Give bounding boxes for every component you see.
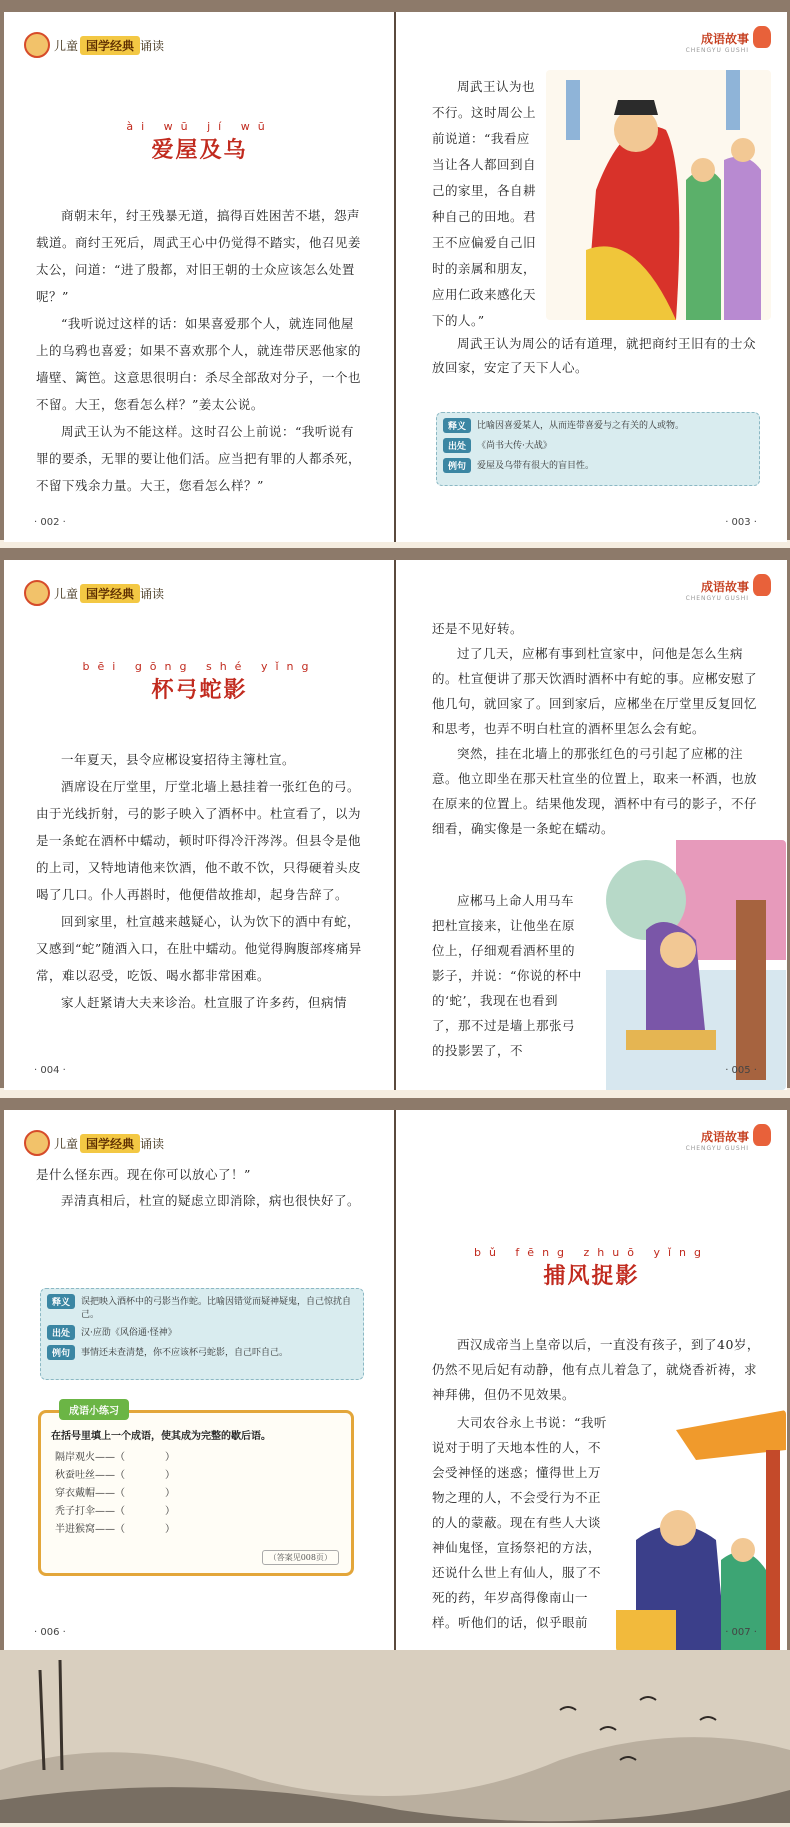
story-title-block [4, 120, 395, 164]
drinking-scene-illustration [586, 840, 786, 1090]
series-badge: 国学经典 [80, 1134, 140, 1153]
story-title-block [4, 660, 395, 704]
info-tag: 出处 [443, 438, 471, 453]
paragraph: 过了几天，应郴有事到杜宣家中，问他是怎么生病的。杜宣便讲了那天饮酒时酒杯中有蛇的事。应郴安慰了他几句，就回家了。回到家后，应郴坐在厅堂里反复回忆和思考，也弄不明白杜宣的酒杯里怎么会有蛇。 [432, 646, 758, 736]
boy-mascot-icon [753, 574, 771, 596]
practice-instruction: 在括号里填上一个成语，使其成为完整的歇后语。 [51, 1431, 271, 1442]
page-number: · 002 · [34, 517, 66, 528]
practice-item[interactable]: 穿衣戴帽——（ ） [55, 1488, 175, 1499]
page-number: · 007 · [725, 1627, 757, 1638]
info-tag: 释义 [47, 1294, 75, 1309]
paragraph: 是什么怪东西。现在你可以放心了！” [36, 1167, 251, 1182]
paragraph: 周武王认为周公的话有道理，就把商纣王旧有的士众放回家，安定了天下人心。 [432, 336, 757, 375]
boy-mascot-icon [24, 32, 50, 58]
paragraph: 应郴马上命人用马车把杜宣接来，让他坐在原位上，仔细观看酒杯里的影子，并说：“你说的杯中的‘蛇’，我现在也看到了，那不过是墙上那张弓的投影罢了，不 [432, 893, 582, 1058]
page-005 [396, 560, 787, 1090]
practice-item[interactable]: 秃子打伞——（ ） [55, 1506, 175, 1517]
story-body [432, 1332, 762, 1407]
story-title: 杯弓蛇影 [151, 677, 248, 703]
paragraph: 弄清真相后，杜宣的疑虑立即消除，病也很快好了。 [61, 1193, 361, 1208]
spread-3 [0, 1098, 790, 1650]
boy-mascot-icon [24, 1130, 50, 1156]
series-badge: 国学经典 [80, 584, 140, 603]
gutter [394, 560, 396, 1090]
paragraph: 西汉成帝当上皇帝以后，一直没有孩子，到了40岁，仍然不见后妃有动静，他有点儿着急了，就烧香祈祷，求神拜佛，但仍不见效果。 [432, 1337, 760, 1402]
paragraph: 酒席设在厅堂里，厅堂北墙上悬挂着一张红色的弓。由于光线折射，弓的影子映入了酒杯中。杜宣看了，以为是一条蛇在酒杯中蠕动，顿时吓得冷汗涔涔。但县令是他的上司，又特地请他来饮酒，他不敢不饮，只得硬着头皮喝了几口。仆人再斟时，他便借故推却，起身告辞了。 [36, 779, 362, 902]
boy-mascot-icon [753, 1124, 771, 1146]
series-label: 儿童 [54, 38, 79, 53]
info-tag: 例句 [443, 458, 471, 473]
series-header-left [24, 1130, 164, 1156]
info-text: 事情还未查清楚，你不应该杯弓蛇影，自己吓自己。 [81, 1348, 289, 1358]
series-suffix: 诵读 [140, 586, 165, 601]
paragraph: 大司农谷永上书说：“我听说对于明了天地本性的人，不会受神怪的迷惑；懂得世上万物之理的人，不会受行为不正的人的蒙蔽。现在有些人大谈神仙鬼怪，宣扬祭祀的方法，还说什么世上有仙人，服了不死的药，年岁高得像南山一样。听他们的话，似乎眼前 [432, 1415, 607, 1630]
story-body [36, 202, 366, 499]
paragraph: 回到家里，杜宣越来越疑心，认为饮下的酒中有蛇，又感到“蛇”随酒入口，在肚中蠕动。他觉得胸腹部疼痛异常，难以忍受，吃饭、喝水都非常困难。 [36, 914, 362, 983]
info-row-meaning [443, 418, 753, 433]
story-body-narrow [432, 1410, 612, 1635]
boy-mascot-icon [753, 26, 771, 48]
boy-mascot-icon [24, 580, 50, 606]
series-right-sub: CHENGYU GUSHI [685, 1145, 749, 1152]
series-header-right [686, 578, 769, 602]
paragraph: “我听说过这样的话：如果喜爱那个人，就连同他屋上的乌鸦也喜爱；如果不喜欢那个人，就连带厌恶他家的墙壁、篱笆。这意思很明白：杀尽全部敌对分子，一个也不留。大王，您看怎么样？”姜太公说。 [36, 316, 362, 412]
info-row-example [47, 1345, 357, 1360]
info-text: 误把映入酒杯中的弓影当作蛇。比喻因错觉而疑神疑鬼，自己惊扰自己。 [81, 1297, 352, 1320]
gutter [394, 12, 396, 542]
practice-item[interactable]: 秋蚕吐丝——（ ） [55, 1470, 175, 1481]
info-text: 汉·应劭《风俗通·怪神》 [81, 1328, 177, 1338]
info-row-meaning [47, 1294, 357, 1320]
series-suffix: 诵读 [140, 38, 165, 53]
page-003 [396, 12, 787, 542]
page-002 [4, 12, 395, 542]
series-label: 儿童 [54, 586, 79, 601]
info-tag: 例句 [47, 1345, 75, 1360]
series-suffix: 诵读 [140, 1136, 165, 1151]
series-header-right [686, 30, 769, 54]
practice-item[interactable]: 半进猴窝——（ ） [55, 1524, 175, 1535]
series-right-label: 成语故事 [700, 1130, 749, 1144]
title-pinyin: bēi gōng shé yǐng [82, 660, 317, 673]
series-right-label: 成语故事 [700, 32, 749, 46]
page-004 [4, 560, 395, 1090]
story-title: 捕风捉影 [543, 1263, 640, 1289]
story-body [432, 74, 542, 334]
series-right-label: 成语故事 [700, 580, 749, 594]
spread-2 [0, 548, 790, 1088]
paragraph: 突然，挂在北墙上的那张红色的弓引起了应郴的注意。他立即坐在那天杜宣坐的位置上，取来一杯酒，也放在原来的位置上。结果他发现，酒杯中有弓的影子，不仔细看，确实像是一条蛇在蠕动。 [432, 746, 758, 836]
paragraph: 还是不见好转。 [432, 621, 524, 636]
series-header-left [24, 32, 164, 58]
paragraph: 商朝末年，纣王残暴无道，搞得百姓困苦不堪，怨声载道。商纣王死后，周武王心中仍觉得不踏实，他召见姜太公，问道：“进了殷都，对旧王朝的士众应该怎么处置呢？” [36, 208, 362, 304]
page-006 [4, 1110, 395, 1652]
story-body-end [432, 332, 762, 380]
story-body-cont [36, 1162, 366, 1214]
page-number: · 003 · [725, 517, 757, 528]
series-right-sub: CHENGYU GUSHI [685, 595, 749, 602]
practice-title: 成语小练习 [59, 1399, 129, 1420]
paragraph: 一年夏天，县令应郴设宴招待主簿杜宣。 [61, 752, 296, 767]
paragraph: 周武王认为不能这样。这时召公上前说：“我听说有罪的要杀，无罪的要让他们活。应当把有罪的人都杀死，不留下残余力量。大王，您看怎么样？” [36, 424, 362, 493]
info-row-source [443, 438, 753, 453]
page-number: · 006 · [34, 1627, 66, 1638]
page-number: · 005 · [725, 1065, 757, 1076]
emperor-temple-illustration [616, 1410, 786, 1652]
info-tag: 释义 [443, 418, 471, 433]
info-text: 比喻因喜爱某人，从而连带喜爱与之有关的人或物。 [477, 421, 685, 431]
idiom-practice-box [38, 1406, 354, 1576]
idiom-info-box [436, 412, 760, 486]
info-row-example [443, 458, 753, 473]
info-tag: 出处 [47, 1325, 75, 1340]
gutter [394, 1110, 396, 1652]
idiom-info-box [40, 1288, 364, 1380]
story-body [36, 746, 366, 1016]
series-header-left [24, 580, 164, 606]
king-court-illustration [546, 70, 771, 320]
series-header-right [686, 1128, 769, 1152]
title-pinyin: ài wū jí wū [126, 120, 273, 133]
answer-note: （答案见008页） [262, 1550, 339, 1565]
info-text: 《尚书大传·大战》 [477, 441, 552, 451]
ink-wash-landscape [0, 1650, 790, 1823]
story-title-block [396, 1246, 787, 1290]
series-right-sub: CHENGYU GUSHI [685, 47, 749, 54]
paragraph: 周武王认为也不行。这时周公上前说道：“我看应当让各人都回到自己的家里，各自耕种自己的田地。君王不应偏爱自己旧时的亲属和朋友，应用仁政来感化天下的人。” [432, 79, 537, 328]
practice-item[interactable]: 隔岸观火——（ ） [55, 1452, 175, 1463]
title-pinyin: bǔ fēng zhuō yǐng [473, 1246, 709, 1259]
spread-1 [0, 0, 790, 540]
paragraph: 家人赶紧请大夫来诊治。杜宣服了许多药，但病情 [61, 995, 348, 1010]
series-badge: 国学经典 [80, 36, 140, 55]
story-body-end [432, 888, 582, 1063]
page-007 [396, 1110, 787, 1652]
series-label: 儿童 [54, 1136, 79, 1151]
story-title: 爱屋及乌 [151, 137, 248, 163]
story-body [432, 616, 762, 841]
info-row-source [47, 1325, 357, 1340]
info-text: 爱屋及乌带有很大的盲目性。 [477, 461, 595, 471]
page-number: · 004 · [34, 1065, 66, 1076]
